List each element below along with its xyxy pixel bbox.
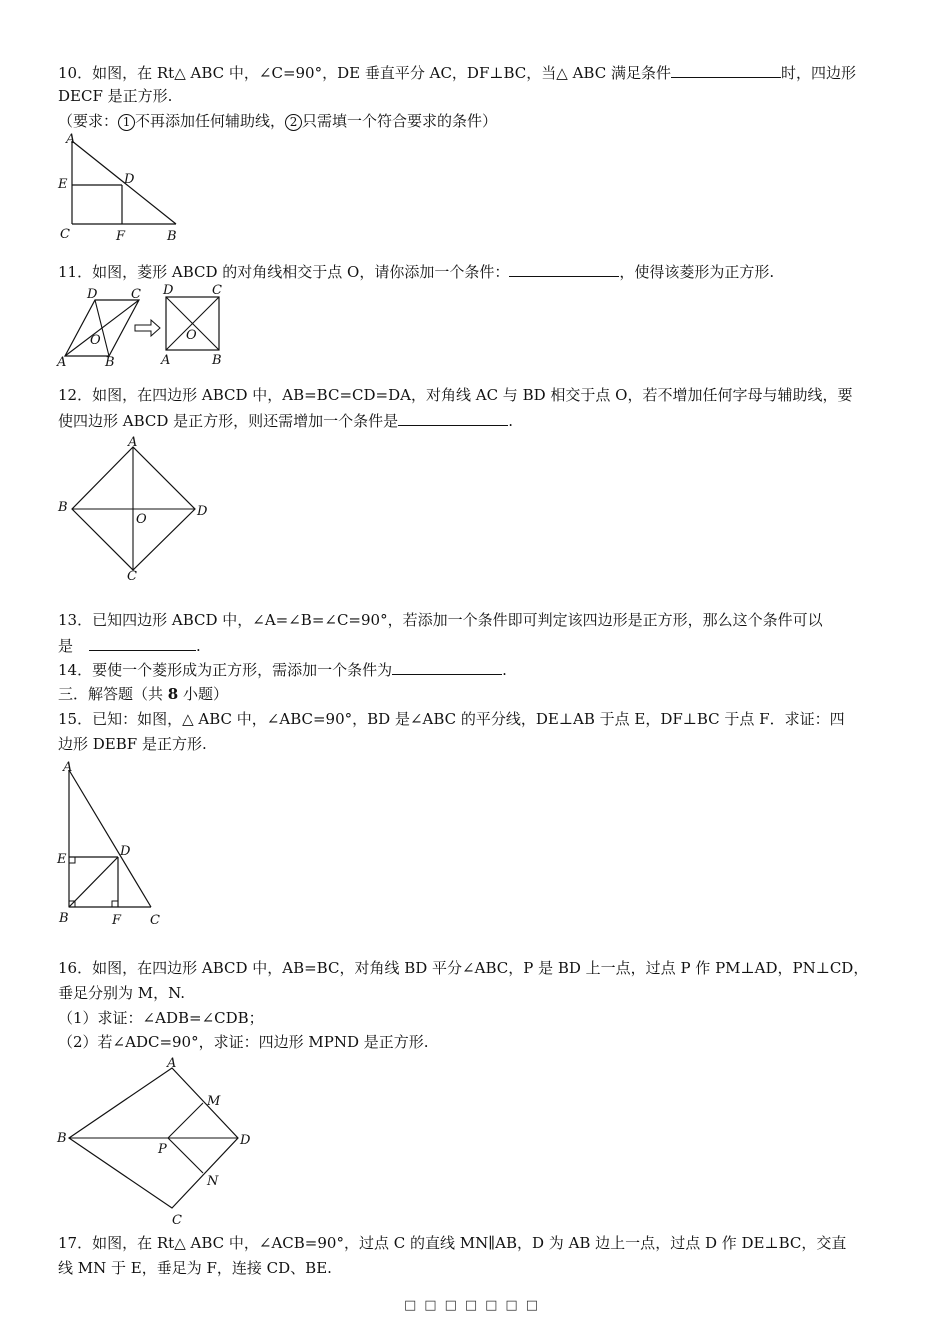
- q17-text: 17．如图，在 Rt: [58, 1234, 175, 1252]
- rhombus-label-a: A: [57, 355, 67, 370]
- arrow-icon: [135, 320, 160, 336]
- label-c: C: [60, 227, 70, 242]
- q10-text: ABC 中，∠C=90°，DE 垂直平分 AC，DF⊥BC，当: [190, 64, 557, 82]
- label-c: C: [150, 913, 160, 928]
- rhombus-label-b: B: [105, 355, 115, 370]
- label-b: B: [167, 229, 177, 244]
- q16-line3: （1）求证：∠ADB=∠CDB；: [58, 1009, 264, 1027]
- q10-answer-blank[interactable]: [671, 62, 781, 78]
- q16-line4: （2）若∠ADC=90°，求证：四边形 MPND 是正方形.: [58, 1033, 429, 1051]
- q13-text: 是: [58, 637, 74, 655]
- label-f: F: [116, 229, 126, 244]
- q17-line1: [58, 1233, 846, 1253]
- q10-text: 10．如图，在 Rt: [58, 64, 175, 82]
- q15-figure: [55, 758, 170, 930]
- label-a: A: [66, 132, 76, 147]
- label-a: A: [167, 1056, 177, 1071]
- label-e: E: [58, 177, 68, 192]
- q10-text: 不再添加任何辅助线，: [135, 112, 286, 130]
- q17-line2: 线 MN 于 E，垂足为 F，连接 CD、BE.: [58, 1259, 332, 1277]
- rhombus-label-c: C: [131, 287, 141, 302]
- q10-line1: [58, 62, 856, 83]
- rhombus-label-d: D: [87, 287, 98, 302]
- q10-text: （要求：: [58, 112, 119, 130]
- label-c: C: [127, 569, 137, 584]
- triangle-symbol: △: [182, 710, 194, 728]
- circled-number-1: 1: [118, 114, 135, 131]
- q12-line1: 12．如图，在四边形 ABCD 中，AB=BC=CD=DA，对角线 AC 与 BD 相交于点 O，若不增加任何字母与辅助线，要: [58, 386, 853, 404]
- q10-line3: [58, 111, 497, 131]
- q16-figure: [55, 1054, 265, 1229]
- triangle-symbol: △: [174, 1234, 186, 1252]
- q13-line1: 13．已知四边形 ABCD 中，∠A=∠B=∠C=90°，若添加一个条件即可判定该四边形是正方形，那么这个条件可以: [58, 611, 823, 629]
- label-b: B: [57, 1131, 67, 1146]
- q14-text: .: [502, 661, 507, 679]
- triangle-symbol: △: [174, 64, 186, 82]
- label-d: D: [197, 504, 208, 519]
- section-heading: [58, 684, 228, 704]
- q11-text: 11．如图，菱形 ABCD 的对角线相交于点 O，请你添加一个条件：: [58, 263, 510, 281]
- label-a: A: [63, 760, 73, 775]
- q13-line2: [58, 635, 201, 656]
- q15-text: 15．已知：如图，: [58, 710, 183, 728]
- circled-number-2: 2: [285, 114, 302, 131]
- square-label-a: A: [161, 353, 171, 368]
- section-heading-text: 小题）: [178, 685, 228, 703]
- question-count: 8: [167, 685, 179, 703]
- label-c: C: [172, 1213, 182, 1228]
- q11-figure: [55, 284, 230, 370]
- q17-text: ABC 中，∠ACB=90°，过点 C 的直线 MN∥AB，D 为 AB 边上一点，过点 D 作 DE⊥BC，交直: [190, 1234, 847, 1252]
- label-d: D: [124, 172, 135, 187]
- label-o: O: [136, 512, 147, 527]
- section-heading-text: 三．解答题（共: [58, 685, 168, 703]
- label-f: F: [112, 913, 122, 928]
- q10-text: ABC 满足条件: [572, 64, 671, 82]
- square-label-d: D: [163, 283, 174, 298]
- right-angle-mark: [69, 857, 75, 863]
- q15-line2: 边形 DEBF 是正方形.: [58, 735, 207, 753]
- label-a: A: [128, 435, 138, 450]
- label-p: P: [158, 1142, 167, 1157]
- label-m: M: [207, 1094, 221, 1109]
- square-label-c: C: [212, 283, 222, 298]
- q14-text: 14．要使一个菱形成为正方形，需添加一个条件为: [58, 661, 393, 679]
- right-angle-mark: [112, 901, 118, 907]
- q12-text: .: [508, 412, 513, 430]
- q11-answer-blank[interactable]: [509, 261, 619, 277]
- q10-figure: [55, 132, 185, 244]
- page-footer: □□□□□□□: [404, 1298, 546, 1313]
- q16-line2: 垂足分别为 M，N.: [58, 984, 186, 1002]
- q13-text: .: [196, 637, 201, 655]
- q11-text: ，使得该菱形为正方形.: [619, 263, 775, 281]
- q14-line: [58, 659, 507, 680]
- label-d: D: [240, 1133, 251, 1148]
- q15-text: ABC 中，∠ABC=90°，BD 是∠ABC 的平分线，DE⊥AB 于点 E，DF⊥BC 于点 F．求证：四: [198, 710, 845, 728]
- label-b: B: [58, 500, 68, 515]
- label-b: B: [59, 911, 69, 926]
- square-label-b: B: [212, 353, 222, 368]
- q14-answer-blank[interactable]: [392, 659, 502, 675]
- q10-line2: DECF 是正方形.: [58, 87, 173, 105]
- q16-line1: 16．如图，在四边形 ABCD 中，AB=BC，对角线 BD 平分∠ABC，P 是 BD 上一点，过点 P 作 PM⊥AD，PN⊥CD，: [58, 959, 869, 977]
- rhombus-label-o: O: [90, 333, 101, 348]
- q12-figure: [55, 434, 215, 584]
- q12-answer-blank[interactable]: [398, 410, 508, 426]
- q13-answer-blank[interactable]: [89, 635, 196, 651]
- triangle-symbol: △: [556, 64, 568, 82]
- label-e: E: [57, 852, 67, 867]
- label-d: D: [120, 844, 131, 859]
- q10-text: 时，四边形: [780, 64, 856, 82]
- q10-text: 只需填一个符合要求的条件）: [302, 112, 498, 130]
- label-n: N: [207, 1174, 219, 1189]
- q12-text: 使四边形 ABCD 是正方形，则还需增加一个条件是: [58, 412, 399, 430]
- q15-line1: [58, 709, 845, 729]
- q11-line: [58, 261, 774, 282]
- q12-line2: [58, 410, 513, 431]
- square-label-o: O: [186, 328, 197, 343]
